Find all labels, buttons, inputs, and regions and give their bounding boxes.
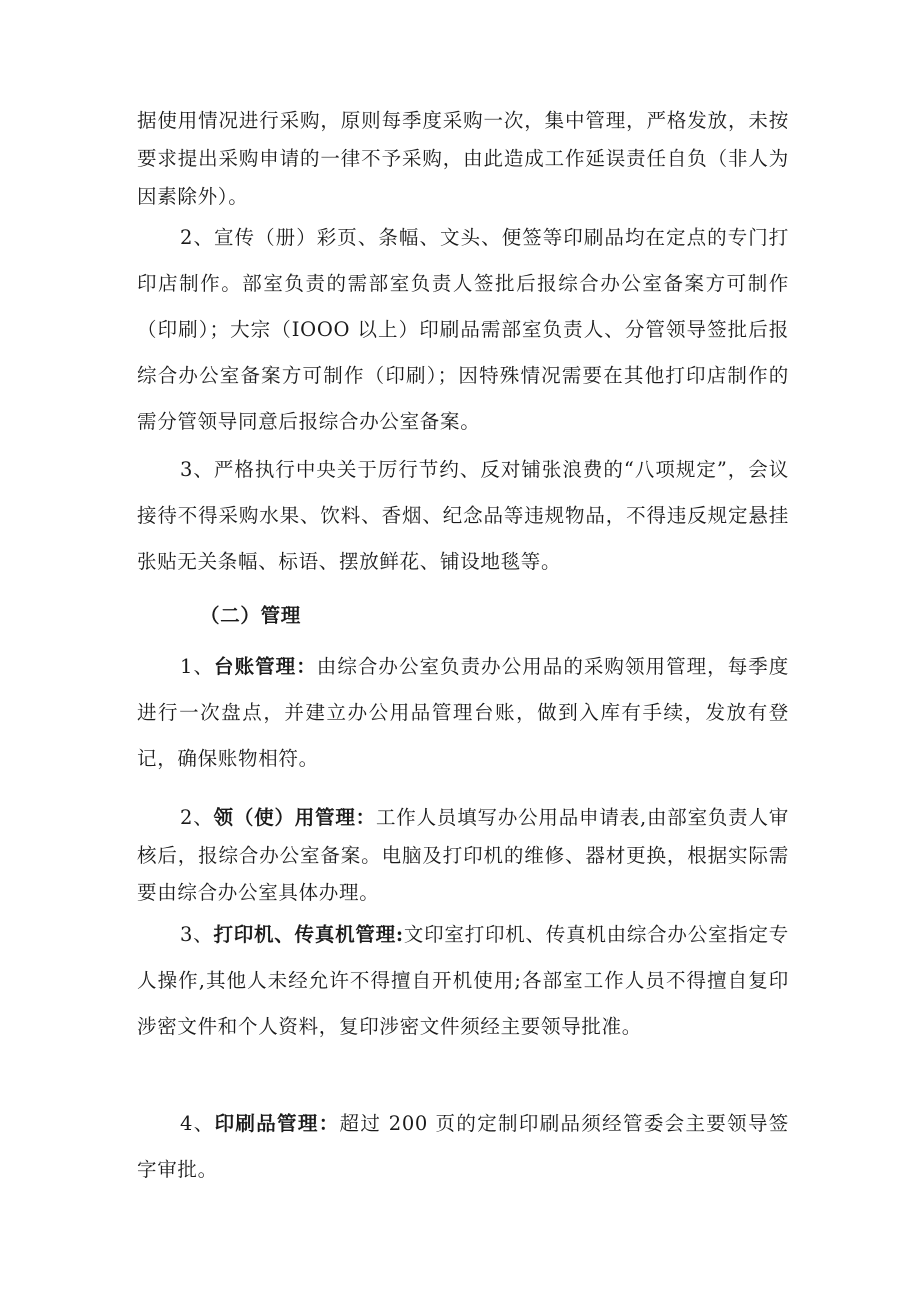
paragraph-item-2: 2、宣传（册）彩页、条幅、文头、便签等印刷品均在定点的专门打印店制作。部室负责的需部室负责人签批后报综合办公室备案方可制作（印刷）；大宗（IOOO 以上）印刷品需部室负责人、分管领导签批后报综合办公室备案方可制作（印刷）；因特殊情况需要在其他打印店制作的需分管领导同意后报综合办公室备案。 <box>137 226 789 433</box>
paragraph-mgmt-3 <box>137 912 789 1050</box>
mgmt-2-body: 工作人员填写办公用品申请表,由部室负责人审核后，报综合办公室备案。电脑及打印机的维修、器材更换，根据实际需要由综合办公室具体办理。 <box>137 806 789 904</box>
mgmt-4-title: 印刷品管理： <box>214 1112 340 1135</box>
paragraph-mgmt-2 <box>137 799 789 912</box>
paragraph-mgmt-1 <box>137 644 789 782</box>
mgmt-2-number: 2、 <box>180 806 214 829</box>
mgmt-1-body: 由综合办公室负责办公用品的采购领用管理，每季度进行一次盘点，并建立办公用品管理台账，做到入库有手续，发放有登记，确保账物相符。 <box>137 655 789 770</box>
paragraph-mgmt-4 <box>137 1101 789 1193</box>
mgmt-1-title: 台账管理： <box>214 655 317 678</box>
mgmt-2-title: 领（使）用管理： <box>213 806 376 829</box>
mgmt-1-number: 1、 <box>180 655 215 678</box>
mgmt-3-body: 文印室打印机、传真机由综合办公室指定专人操作,其他人未经允许不得擅自开机使用;各部室工作人员不得擅自复印涉密文件和个人资料，复印涉密文件须经主要领导批准。 <box>137 923 789 1038</box>
mgmt-4-number: 4、 <box>180 1112 215 1135</box>
paragraph-intro: 据使用情况进行采购，原则每季度采购一次，集中管理，严格发放，未按要求提出采购申请的一律不予采购，由此造成工作延误责任自负（非人为因素除外）。 <box>137 109 789 208</box>
mgmt-3-title: 打印机、传真机管理: <box>213 923 404 946</box>
section-heading: （二）管理 <box>200 604 302 627</box>
mgmt-3-number: 3、 <box>180 923 214 946</box>
paragraph-item-3: 3、严格执行中央关于厉行节约、反对铺张浪费的“八项规定”，会议接待不得采购水果、饮料、香烟、纪念品等违规物品，不得违反规定悬挂张贴无关条幅、标语、摆放鲜花、铺设地毯等。 <box>137 458 789 573</box>
mgmt-4-body: 超过 200 页的定制印刷品须经管委会主要领导签字审批。 <box>137 1112 789 1181</box>
